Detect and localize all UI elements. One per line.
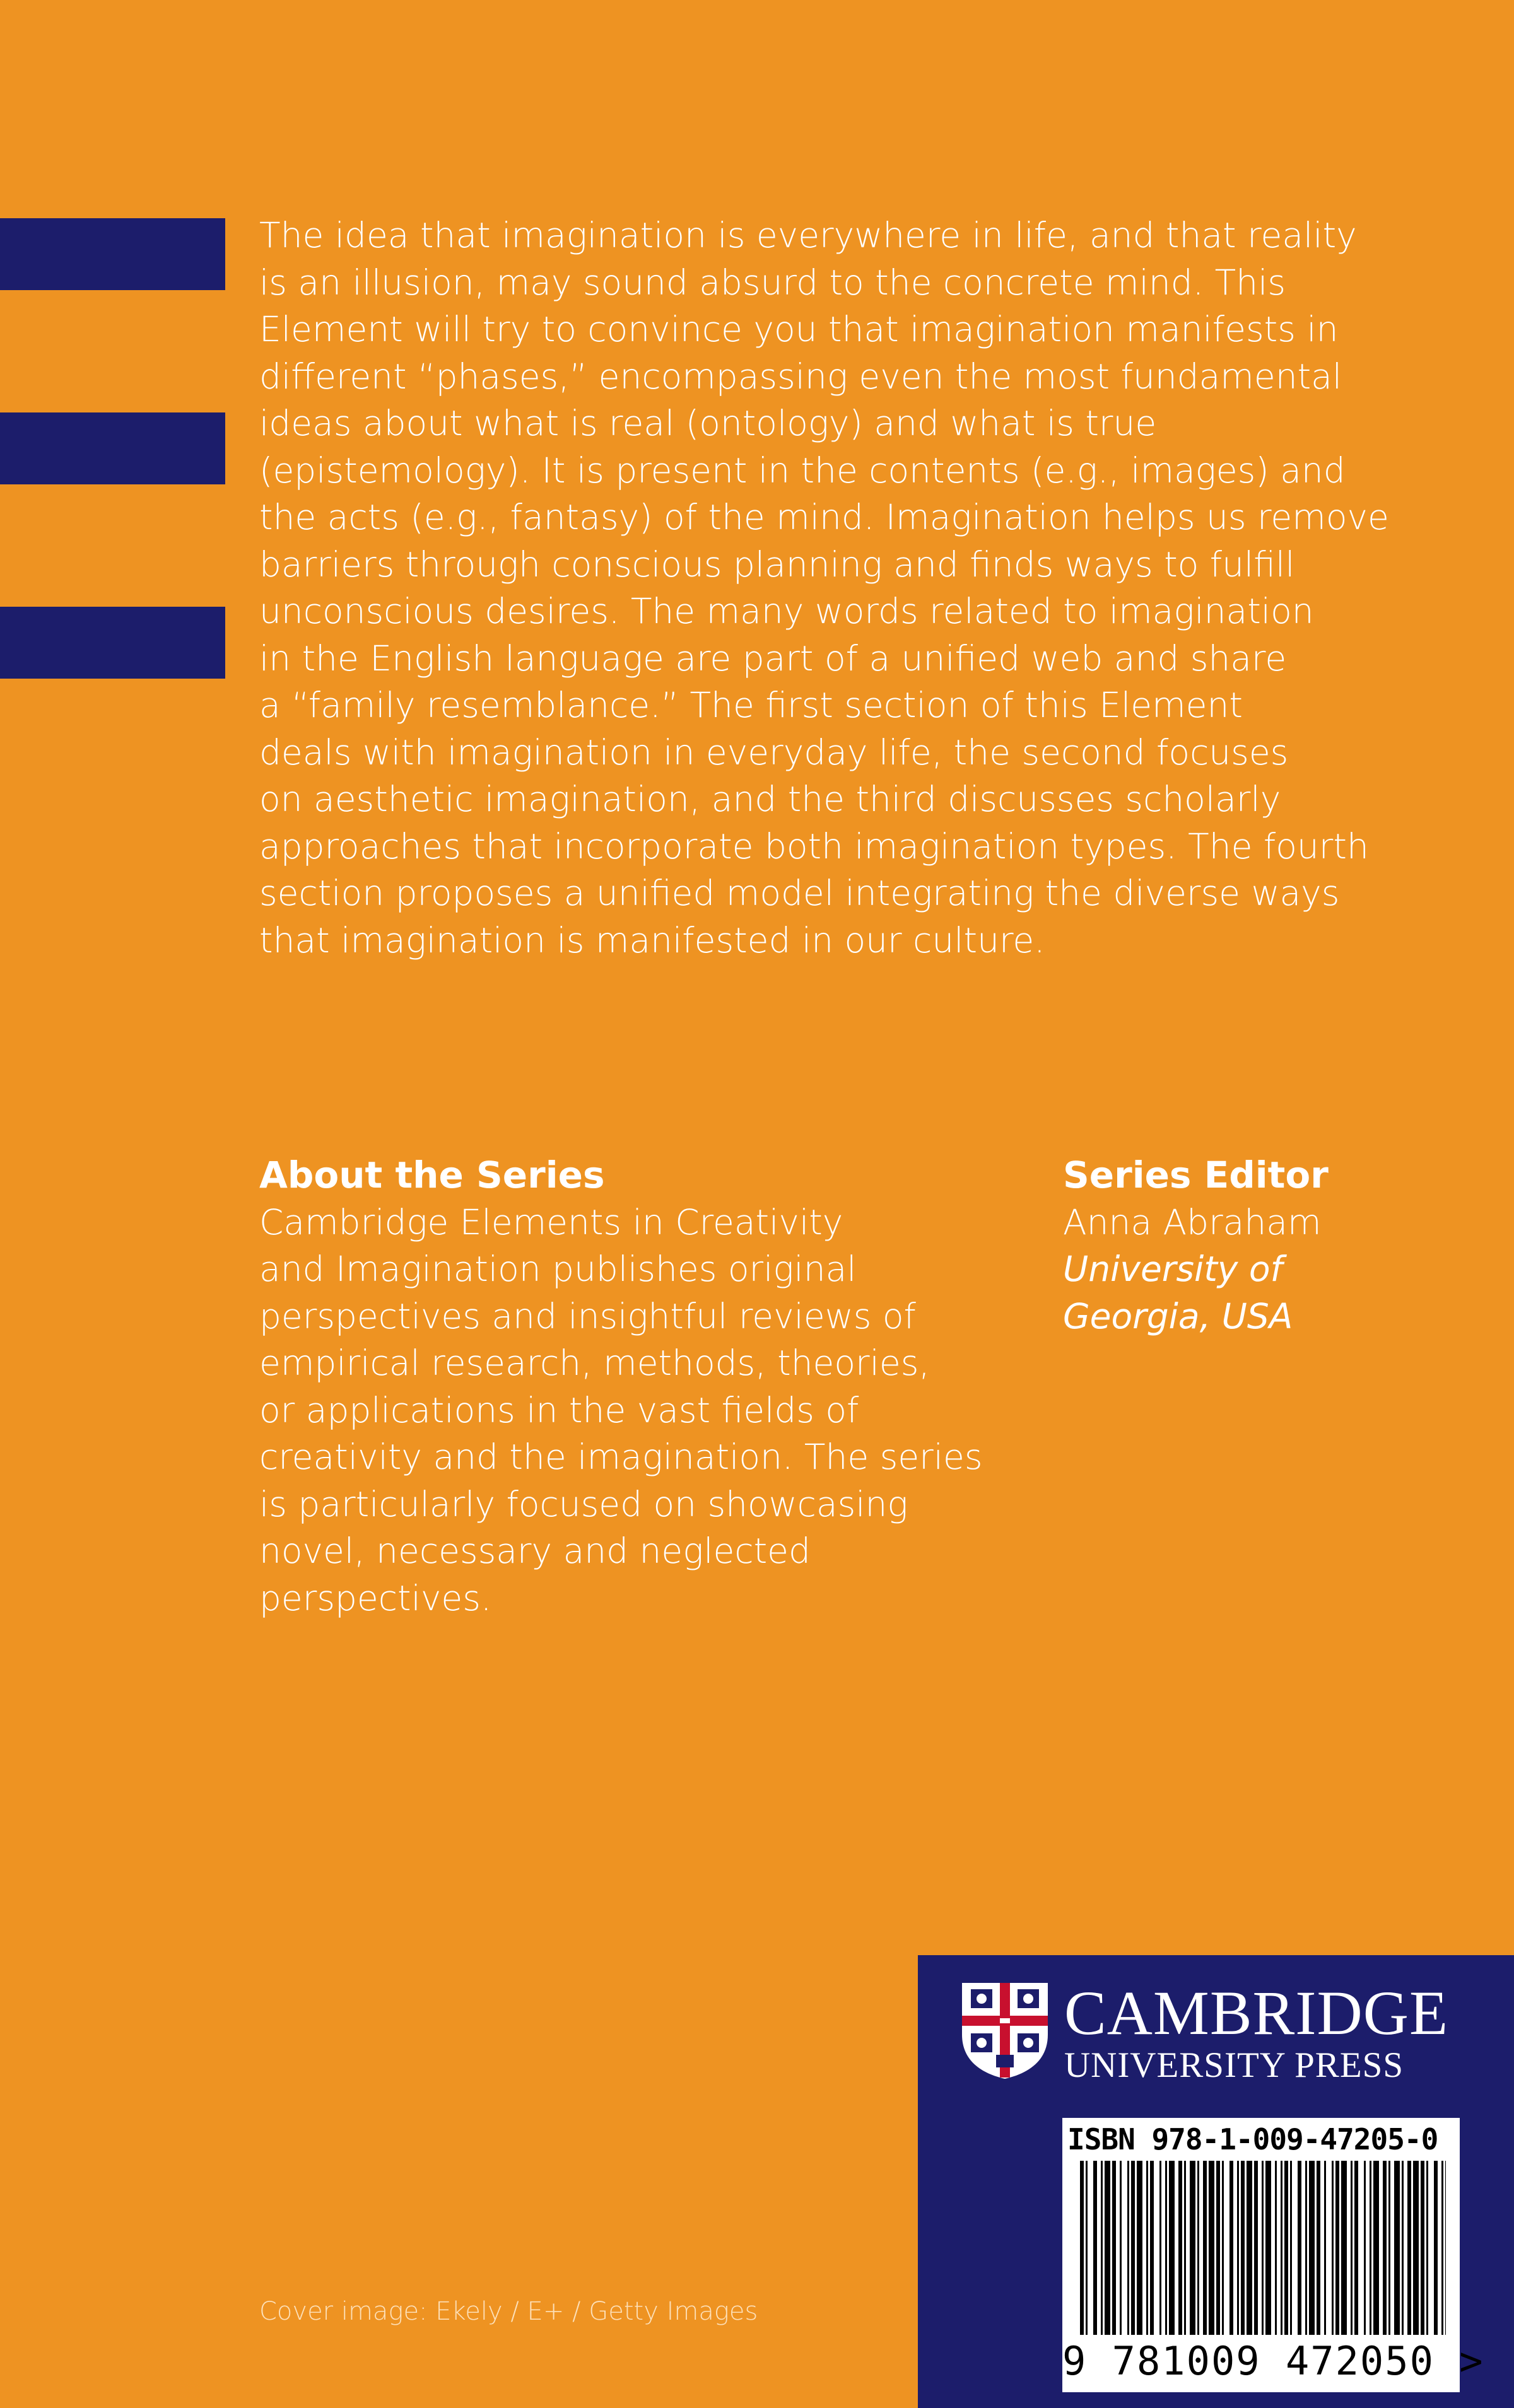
about-line: or applications in the vast fields of [259, 1389, 859, 1430]
barcode-bar [1216, 2161, 1220, 2335]
about-series-section [259, 1152, 1016, 1622]
blurb-line: in the English language are part of a unified web and share [259, 638, 1287, 679]
barcode-bar [1434, 2161, 1438, 2335]
decorative-bar-3 [0, 607, 225, 679]
barcode-bar [1178, 2161, 1182, 2335]
series-editor-heading: Series Editor [1063, 1154, 1329, 1196]
barcode-bar [1335, 2161, 1339, 2335]
barcode-bar [1421, 2161, 1424, 2335]
blurb-line: ideas about what is real (ontology) and what is true [259, 403, 1157, 443]
barcode-bar [1105, 2161, 1110, 2335]
barcode-bar [1275, 2161, 1277, 2335]
barcode-bar [1354, 2161, 1358, 2335]
about-series-heading: About the Series [259, 1154, 605, 1196]
barcode-bar [1159, 2161, 1161, 2335]
barcode-bar [1364, 2161, 1366, 2335]
blurb-line: (epistemology). It is present in the contents (e.g., images) and [259, 450, 1346, 491]
barcode-bar [1131, 2161, 1135, 2335]
barcode-bar [1247, 2161, 1252, 2335]
barcode-bar [1093, 2161, 1097, 2335]
publisher-panel [918, 1955, 1514, 2408]
barcode-bar [1402, 2161, 1404, 2335]
about-line: Cambridge Elements in Creativity [259, 1201, 843, 1242]
about-line: and Imagination publishes original [259, 1249, 857, 1289]
barcode-bar [1112, 2161, 1116, 2335]
barcode-bar [1445, 2161, 1446, 2335]
barcode-bar [1222, 2161, 1224, 2335]
publisher-name-line2: UNIVERSITY PRESS [1064, 2045, 1404, 2085]
barcode-bar [1080, 2161, 1084, 2335]
barcode-bar [1209, 2161, 1214, 2335]
barcode-bar [1237, 2161, 1239, 2335]
publisher-name-line1: CAMBRIDGE [1064, 1978, 1449, 2048]
blurb-line: different “phases,” encompassing even the most fundamental [259, 356, 1342, 397]
barcode-bar [1184, 2161, 1186, 2335]
cover-image-credit: Cover image: Ekely / E+ / Getty Images [259, 2297, 758, 2326]
barcode-bar [1086, 2161, 1088, 2335]
barcode-bar [1265, 2161, 1271, 2335]
blurb-line: barriers through conscious planning and finds ways to fulfill [259, 544, 1295, 585]
editor-name: Anna Abraham [1063, 1201, 1322, 1242]
blurb-line: a “family resemblance.” The first section of this Element [259, 685, 1243, 725]
barcode-digits: 9 781009 472050 > [1062, 2338, 1484, 2384]
blurb-line: on aesthetic imagination, and the third discusses scholarly [259, 779, 1281, 819]
barcode-bar [1426, 2161, 1428, 2335]
barcode-bar [1341, 2161, 1347, 2335]
blurb-line: section proposes a unified model integrating the diverse ways [259, 873, 1340, 913]
barcode-bar [1290, 2161, 1292, 2335]
about-line: perspectives. [259, 1577, 492, 1618]
barcode-bar [1309, 2161, 1315, 2335]
blurb-line: unconscious desires. The many words related to imagination [259, 591, 1314, 631]
barcode-bar [1441, 2161, 1443, 2335]
about-line: novel, necessary and neglected [259, 1531, 811, 1571]
barcode-bar [1305, 2161, 1307, 2335]
publisher-name [1064, 1980, 1448, 2085]
barcode-bar [1197, 2161, 1199, 2335]
barcode-bar [1137, 2161, 1142, 2335]
barcode-bar [1146, 2161, 1148, 2335]
barcode-bar [1370, 2161, 1371, 2335]
barcode-bar [1203, 2161, 1207, 2335]
barcode-bar [1127, 2161, 1129, 2335]
about-line: empirical research, methods, theories, [259, 1343, 930, 1383]
barcode-bar [1284, 2161, 1288, 2335]
barcode-bar [1169, 2161, 1175, 2335]
barcode-bar [1298, 2161, 1301, 2335]
barcode-bar [1241, 2161, 1245, 2335]
decorative-bar-1 [0, 218, 225, 290]
barcode-bar [1281, 2161, 1282, 2335]
barcode-bar [1101, 2161, 1103, 2335]
barcode-bar [1413, 2161, 1419, 2335]
blurb-line: the acts (e.g., fantasy) of the mind. Imagination helps us remove [259, 497, 1389, 537]
series-editor-section [1063, 1152, 1441, 1340]
barcode-bar [1407, 2161, 1411, 2335]
barcode-bar [1324, 2161, 1326, 2335]
barcode-bar [1383, 2161, 1387, 2335]
barcode-bars [1080, 2161, 1446, 2335]
barcode-bar [1394, 2161, 1400, 2335]
blurb-line: The idea that imagination is everywhere in life, and that reality [259, 215, 1357, 255]
barcode-bar [1229, 2161, 1233, 2335]
about-line: creativity and the imagination. The series [259, 1437, 983, 1477]
blurb-line: that imagination is manifested in our culture. [259, 920, 1045, 961]
barcode-bar [1190, 2161, 1195, 2335]
barcode-bar [1388, 2161, 1390, 2335]
blurb-line: approaches that incorporate both imagination types. The fourth [259, 826, 1369, 867]
blurb-text [259, 212, 1445, 964]
decorative-bar-2 [0, 412, 225, 484]
about-line: perspectives and insightful reviews of [259, 1295, 916, 1336]
barcode-bar [1254, 2161, 1258, 2335]
blurb-line: deals with imagination in everyday life, the second focuses [259, 732, 1289, 773]
isbn-label: ISBN 978-1-009-47205-0 [1067, 2122, 1438, 2156]
blurb-line: Element will try to convince you that imagination manifests in [259, 309, 1339, 349]
blurb-line: is an illusion, may sound absurd to the concrete mind. This [259, 262, 1286, 303]
barcode-bar [1332, 2161, 1334, 2335]
barcode-bar [1373, 2161, 1379, 2335]
barcode-bar [1165, 2161, 1167, 2335]
about-line: is particularly focused on showcasing [259, 1483, 908, 1524]
barcode-bar [1120, 2161, 1122, 2335]
cambridge-crest-icon [959, 1980, 1050, 2080]
editor-affiliation-line2: Georgia, USA [1063, 1295, 1293, 1336]
isbn-barcode [1062, 2118, 1484, 2392]
barcode-bar [1317, 2161, 1320, 2335]
barcode-bar [1262, 2161, 1264, 2335]
barcode-bar [1351, 2161, 1353, 2335]
barcode-bar [1150, 2161, 1154, 2335]
editor-affiliation-line1: University of [1063, 1249, 1282, 1289]
